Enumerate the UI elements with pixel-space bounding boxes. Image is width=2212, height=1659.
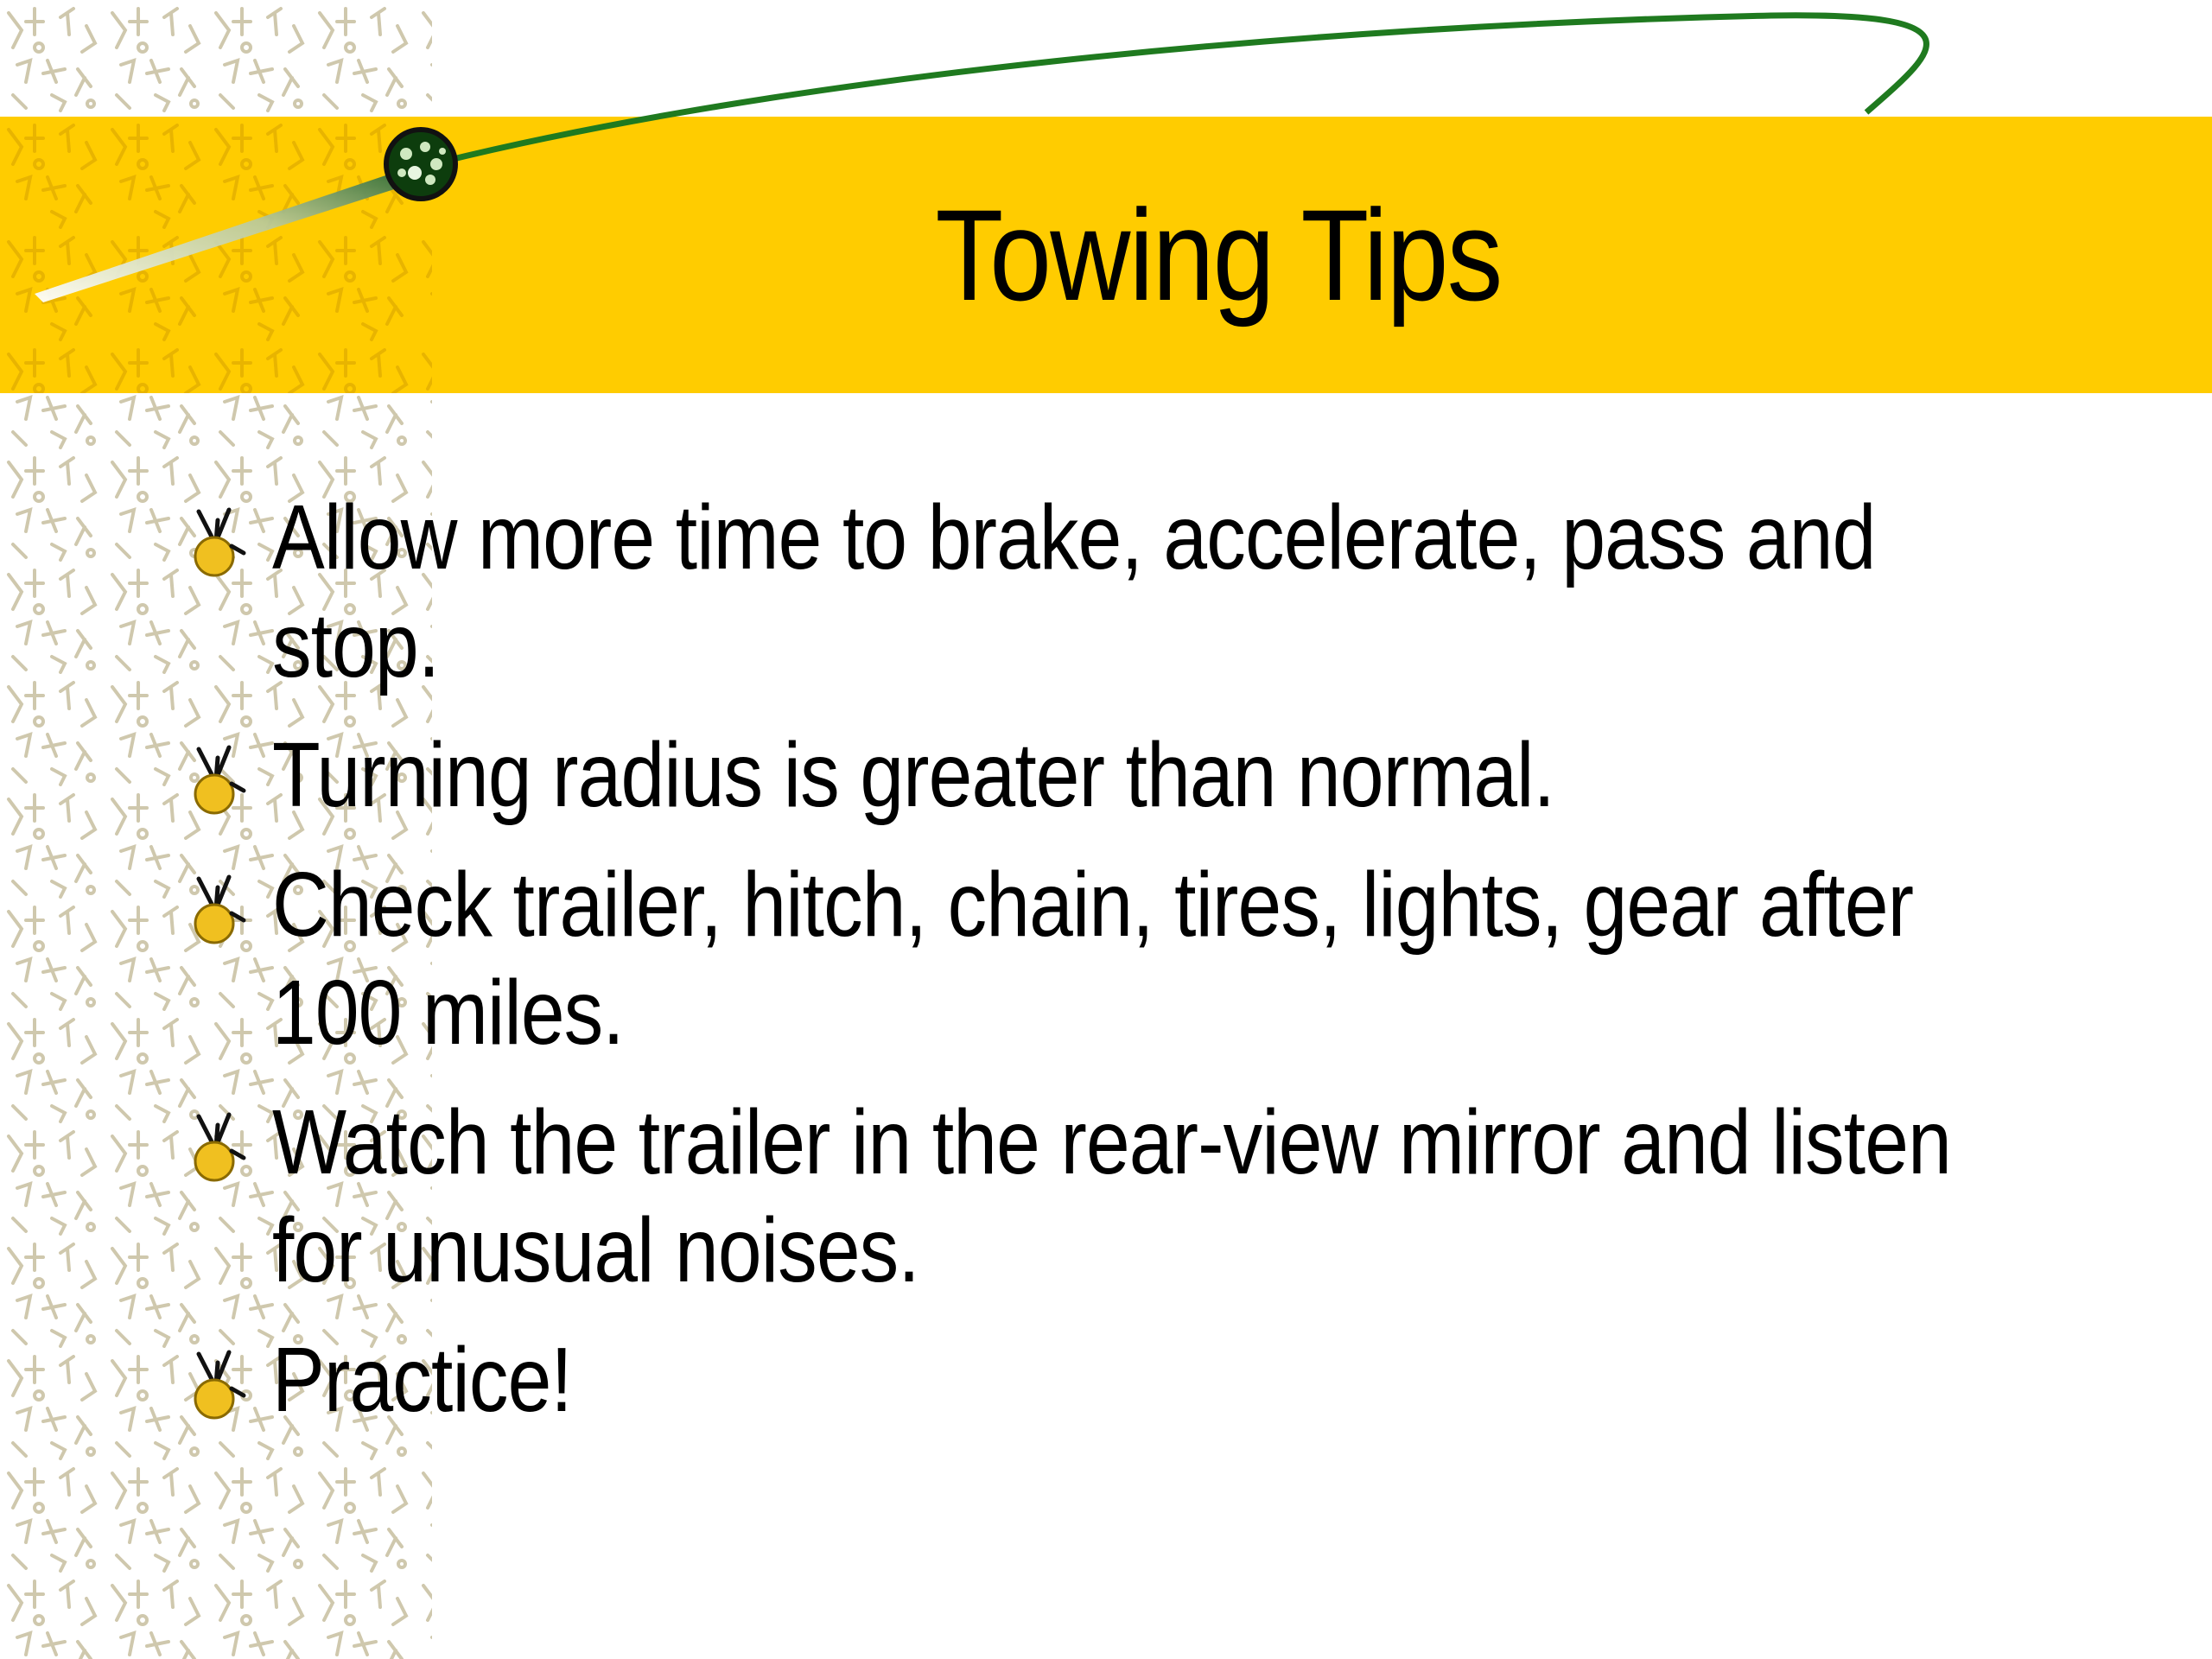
ball-icon — [386, 130, 455, 199]
bullet-list — [181, 484, 2082, 1456]
sprout-bullet-icon — [181, 870, 251, 948]
sprout-bullet-icon — [181, 741, 251, 818]
sprout-bullet-icon — [181, 1108, 251, 1185]
comet-tail — [35, 168, 413, 302]
swoosh-line — [432, 16, 1926, 164]
bullet-text: Allow more time to brake, accelerate, pass and stop. — [272, 486, 1876, 696]
list-item — [181, 484, 2082, 700]
bullet-text: Turning radius is greater than normal. — [272, 724, 1555, 826]
sprout-bullet-icon — [181, 503, 251, 581]
list-item — [181, 851, 2082, 1067]
list-item — [181, 1089, 2082, 1305]
list-item — [181, 721, 2082, 830]
list-item — [181, 1326, 2082, 1434]
bullet-text: Check trailer, hitch, chain, tires, lights, gear after 100 miles. — [272, 854, 1914, 1064]
bullet-text: Watch the trailer in the rear-view mirror and listen for unusual noises. — [272, 1091, 1951, 1301]
sprout-bullet-icon — [181, 1345, 251, 1423]
slide-title: Towing Tips — [935, 182, 1502, 327]
bullet-text: Practice! — [272, 1329, 572, 1431]
